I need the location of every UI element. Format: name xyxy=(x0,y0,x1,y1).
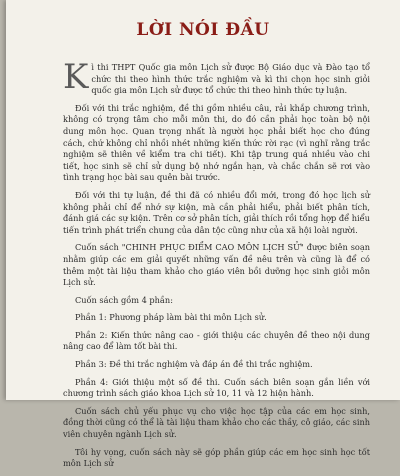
paragraph: Tôi hy vọng, cuốn sách này sẽ góp phần giúp các em học sinh học tốt môn Lịch sử xyxy=(63,446,370,469)
drop-cap: K xyxy=(63,57,89,97)
book-page xyxy=(6,0,400,469)
paragraph: Đối với thi trắc nghiệm, đề thi gồm nhiều câu, rải khắp chương trình, không có trọng tâm cho mỗi môn thi, do đó cần phải học toàn bộ nội dung môn học. Quan trọng nhất là người học phải biết học cho đúng cách, chứ không chỉ nhồi nhét những kiến thức rời rạc (vì nghĩ rằng trắc nghiệm sẽ thiên về kiểm tra chi tiết). Khi tập trung quá nhiều vào chi tiết, học sinh sẽ chỉ sử dụng bộ nhớ ngắn hạn, và chắc chắn sẽ rơi vào tình trạng học bài sau quên bài trước. xyxy=(63,102,370,183)
paragraph-intro xyxy=(63,57,370,97)
paragraph: Cuốn sách gồm 4 phần: xyxy=(75,294,173,305)
part-item: Phần 2: Kiến thức nâng cao - giới thiệu các chuyên đề theo nội dung nâng cao để làm tốt bài thi. xyxy=(63,329,370,352)
part-item: Phần 1: Phương pháp làm bài thi môn Lịch sử. xyxy=(75,312,267,323)
page-title: LỜI NÓI ĐẦU xyxy=(136,20,270,40)
part-item: Phần 3: Đề thi trắc nghiệm và đáp án đề thi trắc nghiệm. xyxy=(75,359,313,370)
paragraph: Cuốn sách "CHINH PHỤC ĐIỂM CAO MÔN LỊCH SỬ" được biên soạn nhằm giúp các em giải quyết những vấn đề nêu trên và cũng là để có thêm một tài liệu tham khảo cho giáo viên bồi dưỡng học sinh giỏi môn Lịch sử. xyxy=(63,242,370,288)
paragraph-intro-text: ì thi THPT Quốc gia môn Lịch sử được Bộ Giáo dục và Đào tạo tổ chức thi theo hình thức trắc nghiệm và kì thi chọn học sinh giỏi quốc gia môn Lịch sử được tổ chức thi theo hình thức tự luận. xyxy=(91,62,370,96)
paragraph: Cuốn sách chủ yếu phục vụ cho việc học tập của các em học sinh, đồng thời cũng có thể là tài liệu tham khảo cho các thầy, cô giáo, các sinh viên chuyên ngành Lịch sử. xyxy=(63,405,370,440)
page-body xyxy=(63,57,370,476)
part-item: Phần 4: Giới thiệu một số đề thi. Cuốn sách biên soạn gắn liền với chương trình sách giáo khoa Lịch sử 10, 11 và 12 hiện hành. xyxy=(63,376,370,399)
paragraph: Đối với thi tự luận, đề thi đã có nhiều đổi mới, trong đó học lịch sử không phải chỉ để nhớ sự kiện, mà cần phải hiểu, phải biết phân tích, đánh giá các sự kiện. Trên cơ sở phân tích, giải thích rồi tổng hợp để hiểu tiến trình phát triển chung của dân tộc cũng như của xã hội loài người. xyxy=(63,189,370,235)
